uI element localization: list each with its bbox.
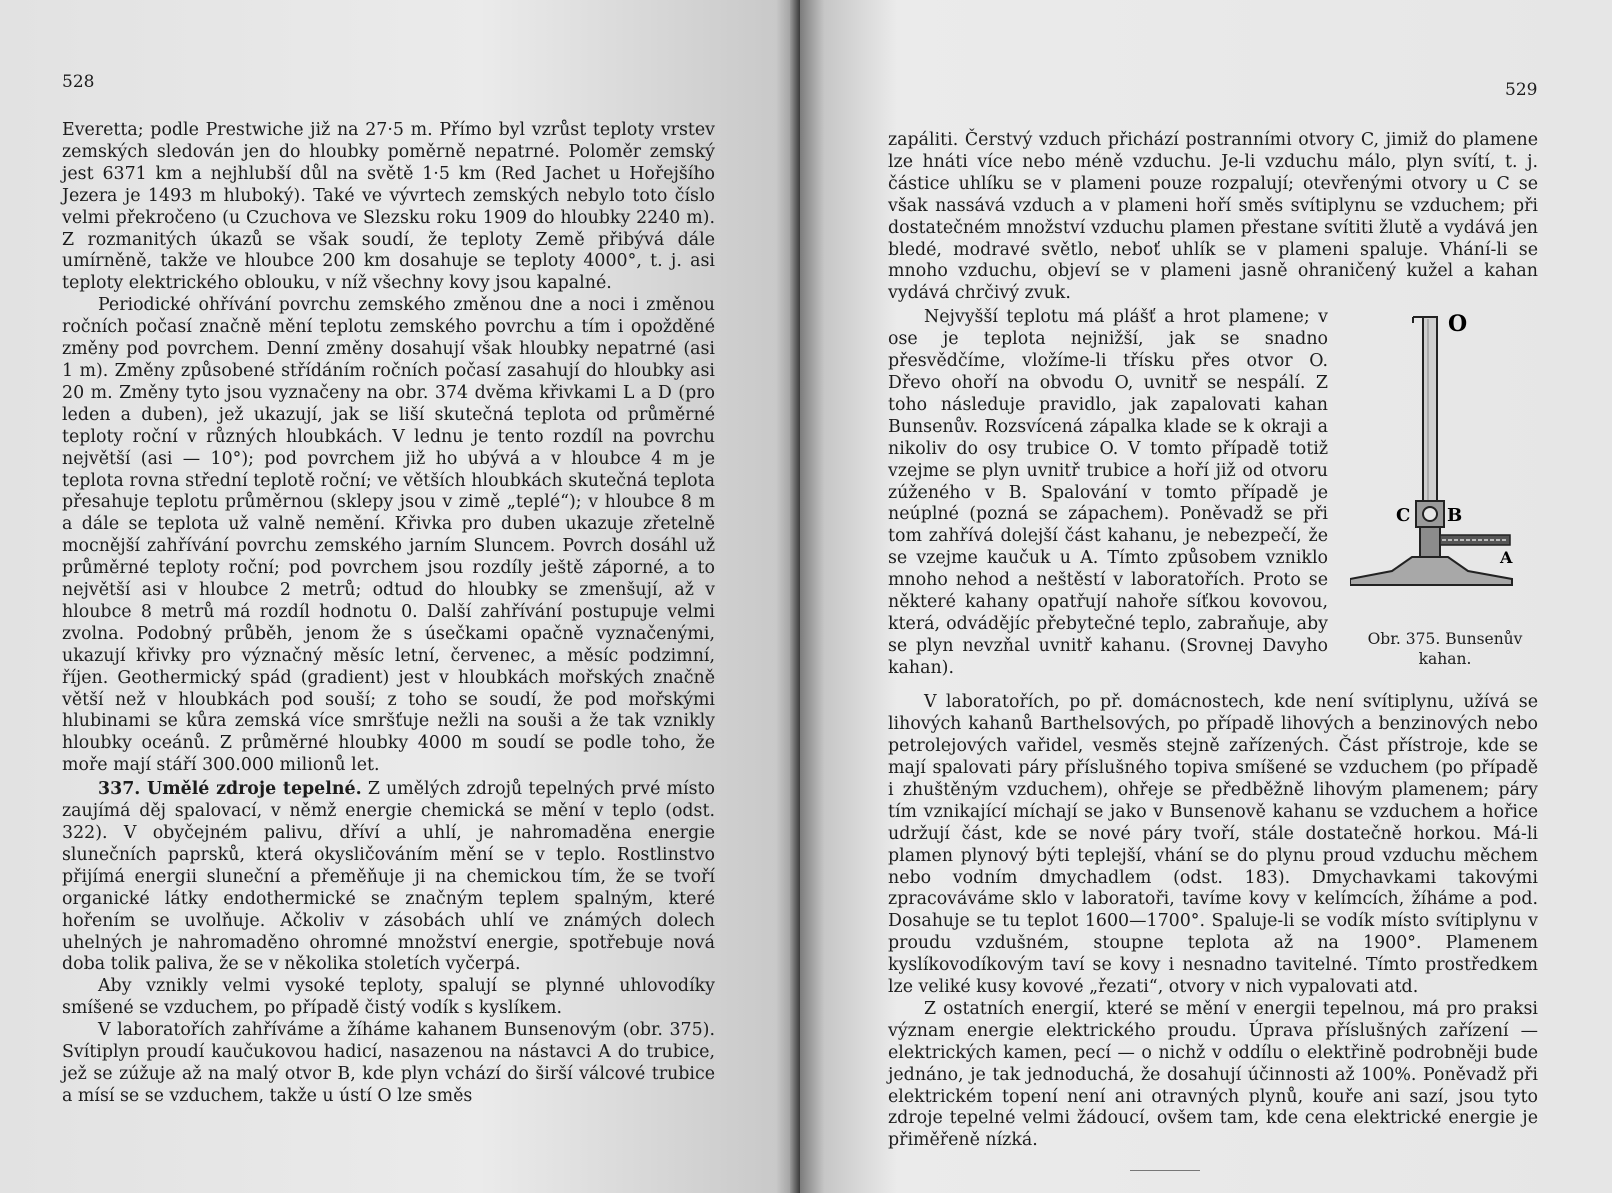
paragraph: zapáliti. Čerstvý vzduch přichází postranními otvory C, jimiž do plamene lze hnáti více nebo méně vzduchu. Je-li vzduchu málo, plyn svítí, t. j. částice uhlíku se v plameni pouze rozpalují; otevřenými otvory u C se však nassává vzduch a v plameni hoří směs svítiplynu se vzduchem; při dostatečném množství vzduchu plamen přestane svítiti žlutě a vydává jen bledé, modravé světlo, neboť uhlík se v plameni spaluje. Vhání-li se mnoho vzduchu, objeví se v plameni jasně ohraničený kužel a kahan vydává chrčivý zvuk. [888,130,1538,304]
paragraph: Periodické ohřívání povrchu zemského změnou dne a noci i změnou ročních počasí značně mění teplotu zemského povrchu a tím i opožděné změny pod povrchem. Denní změny dosahují však hloubky nepatrné (asi 1 m). Změny způsobené střídáním ročních počasí zasahují do hloubky asi 20 m. Změny tyto jsou vyznačeny na obr. 374 dvěma křivkami L a D (pro leden a duben), jež ukazují, jak se liší skutečná teplota od průměrné teploty roční v různých hloubkách. V lednu je tento rozdíl na povrchu největší (asi — 10°); pod povrchem již ho ubývá a v hloubce 4 m je teplota rovna střední teplotě roční; ve větších hloubkách skutečná teplota přesahuje teplotu průměrnou (sklepy jsou v zimě „teplé“); v hloubce 8 m a dále se teplota už valně nemění. Křivka pro duben ukazuje zřetelně mocnější zahřívání povrchu zemského jarním Sluncem. Povrch dosáhl už průměrné teploty roční; pod povrchem jsou rozdíly ještě záporné, a to největší asi v hloubce 2 metrů; odtud do hloubky se zmenšují, až v hloubce 8 metrů má rozdíl hodnotu 0. Další zahřívání postupuje velmi zvolna. Podobný průběh, jenom že s úsečkami opačně vyznačenými, ukazují křivky pro význačný měsíc letní, červenec, a měsíc podzimní, říjen. Geothermický spád (gradient) jest v hloubkách mořských značně větší než v hloubkách pod souší; z toho se soudí, že pod mořskými hlubinami se kůra zemská více smršťuje nežli na souši a že tak vznikly hloubky oceánů. Z průměrné hloubky 4000 m soudí se podle toho, že moře mají stáří 300.000 milionů let. [62,295,715,776]
figure-label-O: O [1448,311,1468,338]
page-number: 529 [1505,80,1538,100]
footer-rule [1130,1170,1200,1171]
page-number: 528 [62,72,95,92]
figure-label-B: B [1447,505,1463,527]
left-page [0,0,800,1193]
paragraph: V laboratořích zahříváme a žíháme kahanem Bunsenovým (obr. 375). Svítiplyn proudí kaučukovou hadicí, nasazenou na nástavci A do trubice, jež se zúžuje až na malý otvor B, kde plyn vchází do širší válcové trubice a mísí se se vzduchem, takže u ústí O lze směs [62,1020,715,1106]
figure-block [888,307,1538,692]
right-page [800,0,1612,1193]
left-page-text [62,120,715,1108]
figure-label-C: C [1396,505,1411,527]
paragraph: Z umělých zdrojů tepelných prvé místo zaujímá děj spalovací, v němž energie chemická se mění v teplo (odst. 322). V obyčejném palivu, dříví a uhlí, je nahromaděna energie slunečních paprsků, která okysličováním mění se v teplo. Rostlinstvo přijímá energii sluneční a přeměňuje ji na chemickou tím, že se tvoří organické látky endothermické se značným teplem spalným, které hořením se uvolňuje. Ačkoliv v zásobách uhlí ve známých dolech uhelných je nahromaděno ohromné množství energie, spotřebuje nová doba tolik paliva, že se v několika stoletích vyčerpá. [62,779,715,975]
right-page-text [888,130,1538,1152]
section-heading: 337. Umělé zdroje tepelné. [98,779,362,800]
bunsen-burner-illustration [1350,309,1540,619]
paragraph: Z ostatních energií, které se mění v energii tepelnou, má pro praksi význam energie elektrického proudu. Úprava příslušných zařízení — elektrických kamen, pecí — o nichž v oddílu o elektřině podrobněji bude jednáno, je tak jednoduchá, že dosahují účinnosti až 100%. Poněvadž při elektrickém topení není ani otravných plynů, kouře ani sazí, jsou tyto zdroje tepelné velmi žádoucí, ovšem tam, kde cena elektrické energie je přiměřeně nízká. [888,998,1538,1151]
paragraph: Nejvyšší teplotu má plášť a hrot plamene; v ose je teplota nejnižší, jak se snadno přesvědčíme, vložíme-li třísku přes otvor O. Dřevo ohoří na obvodu O, uvnitř se nespálí. Z toho následuje pravidlo, jak zapalovati kahan Bunsenův. Rozsvícená zápalka klade se k okraji a nikoliv do osy trubice O. V tomto případě totiž vzejme se plyn uvnitř trubice a hoří již od otvoru zúženého v B. Spalování v tomto případě je neúplné (pozná se zápachem). Poněvadž se při tom zahřívá dolejší část kahanu, je nebezpečí, že se vzejme kaučuk u A. Tímto způsobem vzniklo mnoho nehod a neštěstí v laboratořích. Proto se některé kahany opatřují nahoře síťkou kovovou, která, odvádějíc přebytečné teplo, zabraňuje, aby se plyn nevzňal uvnitř kahanu. (Srovnej Davyho kahan). [888,307,1328,678]
figure-label-A: A [1500,548,1513,568]
figure-caption: Obr. 375. Bunsenův kahan. [1367,630,1523,669]
bunsen-burner-figure [1350,309,1540,689]
paragraph: Everetta; podle Prestwiche již na 27·5 m. Přímo byl vzrůst teploty vrstev zemských sledován jen do hloubky poměrně nepatrné. Poloměr zemský jest 6371 km a nejhlubší důl na světě 1·5 km (Red Jachet u Hořejšího Jezera je 1493 m hluboký). Také ve vývrtech zemských nebylo toto číslo velmi překročeno (u Czuchova ve Slezsku roku 1909 do hloubky 2240 m). Z rozmanitých úkazů se však soudí, že teploty Země přibývá dále umírněně, takže ve hloubce 200 km dosahuje se teploty 4000°, t. j. asi teploty elektrického oblouku, v níž všechny kovy jsou kapalné. [62,120,715,294]
paragraph: V laboratořích, po př. domácnostech, kde není svítiplynu, užívá se lihových kahanů Barthelsových, po případě lihových a benzinových nebo petrolejových vařidel, vesměs stejně zařízených. Část přístroje, kde se mají spalovati páry příslušného topiva smíšené se vzduchem (po případě i zhuštěným vzduchem), ohřeje se předběžně lihovým plamenem; páry tím vznikající míchají se jako v Bunsenově kahanu se vzduchem a hořice udržují část, kde se nové páry tvoří, stále dostatečně horkou. Má-li plamen plynový býti teplejší, vhání se do plynu proud vzduchu měchem nebo vodním dmychadlem (odst. 183). Dmychavkami takovými zpracováváme sklo v laboratoři, tavíme kovy v kelímcích, žíháme a pod. Dosahuje se tu teplot 1600—1700°. Spaluje-li se vodík místo svítiplynu v proudu vzdušném, stoupne teplota až na 1900°. Plamenem kyslíkovodíkovým taví se kovy i nesnadno tavitelné. Tímto prostředkem lze veliké kusy kovové „řezati“, otvory v nich vypalovati atd. [888,692,1538,998]
paragraph: Aby vznikly velmi vysoké teploty, spalují se plynné uhlovodíky smíšené se vzduchem, po případě čistý vodík s kyslíkem. [62,976,715,1019]
